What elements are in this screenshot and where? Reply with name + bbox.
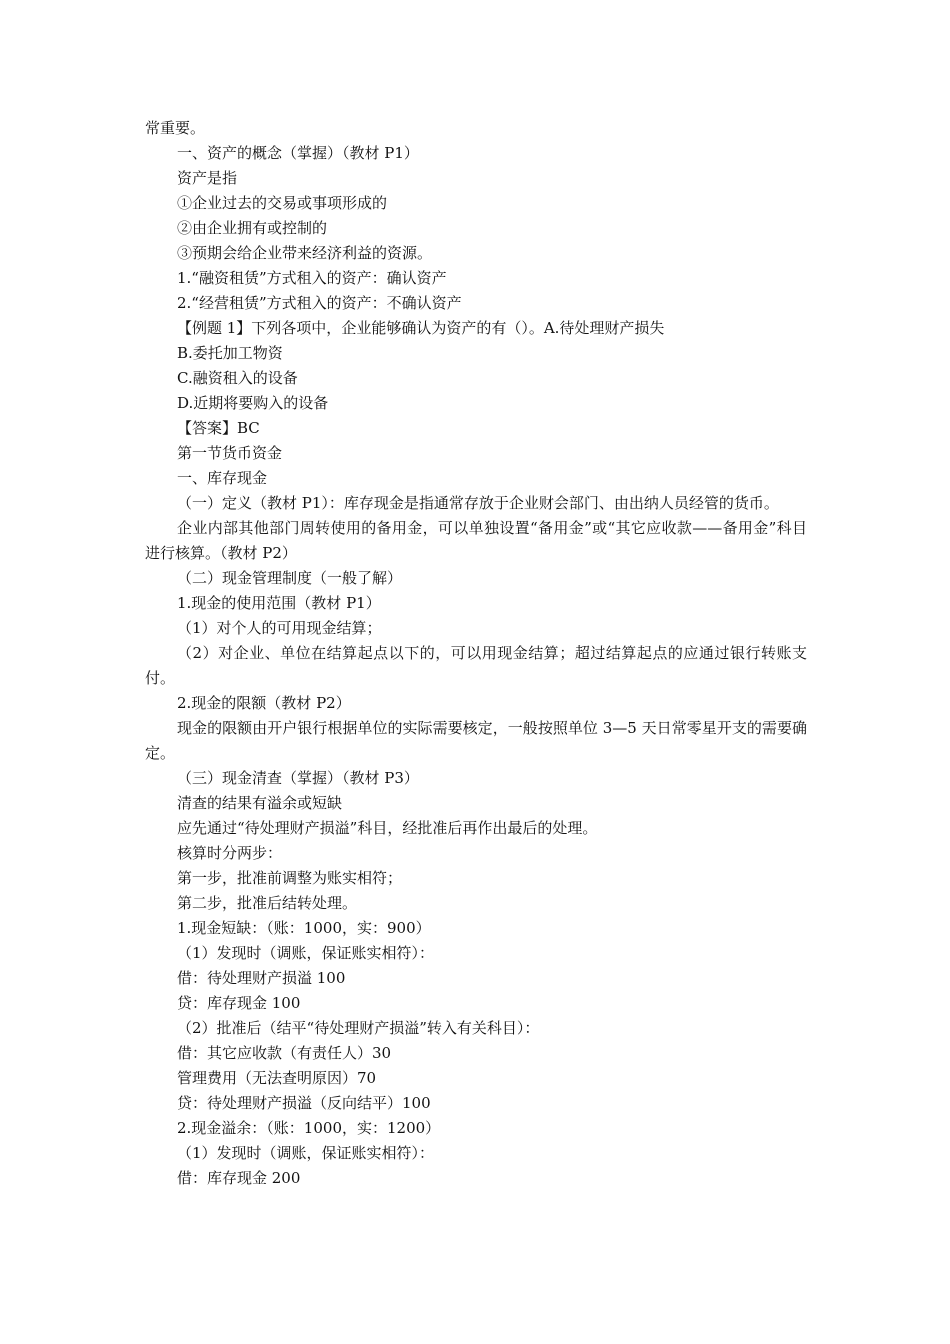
paragraph: （2）对企业、单位在结算起点以下的，可以用现金结算；超过结算起点的应通过银行转账支付。: [145, 644, 807, 687]
paragraph: （一）定义（教材 P1）：库存现金是指通常存放于企业财会部门、由出纳人员经管的货币。: [177, 494, 779, 512]
subsection-heading: 1.现金的使用范围（教材 P1）: [177, 594, 381, 612]
example-question: 【例题 1】下列各项中，企业能够确认为资产的有（）。A.待处理财产损失: [177, 319, 665, 337]
text-line: 核算时分两步：: [177, 844, 283, 862]
text-line: 第二步，批准后结转处理。: [177, 894, 358, 912]
answer-option: C.融资租入的设备: [177, 369, 298, 387]
section-heading: （三）现金清查（掌握）（教材 P3）: [177, 769, 419, 787]
journal-entry: 管理费用（无法查明原因）70: [177, 1069, 377, 1087]
answer-option: D.近期将要购入的设备: [177, 394, 329, 412]
journal-entry: 贷：库存现金 100: [177, 994, 301, 1012]
section-heading: 第一节货币资金: [177, 444, 283, 462]
document-page: [145, 116, 807, 1191]
subsection-heading: 2.现金溢余：（账：1000，实：1200）: [177, 1119, 441, 1137]
text-line: 常重要。: [145, 119, 206, 137]
subsection-heading: 1.现金短缺：（账：1000，实：900）: [177, 919, 431, 937]
section-heading: （二）现金管理制度（一般了解）: [177, 569, 403, 587]
answer-option: B.委托加工物资: [177, 344, 283, 362]
text-line: 应先通过“待处理财产损溢”科目，经批准后再作出最后的处理。: [177, 819, 598, 837]
text-line: （1）发现时（调账，保证账实相符）：: [177, 1144, 435, 1162]
text-line: （1）发现时（调账，保证账实相符）：: [177, 944, 435, 962]
section-heading: 一、库存现金: [177, 469, 268, 487]
subsection-heading: 2.现金的限额（教材 P2）: [177, 694, 351, 712]
list-item: 1.“融资租赁”方式租入的资产：确认资产: [177, 269, 447, 287]
answer-line: 【答案】BC: [177, 419, 260, 437]
text-line: 第一步，批准前调整为账实相符；: [177, 869, 403, 887]
journal-entry: 借：库存现金 200: [177, 1169, 301, 1187]
list-item: 2.“经营租赁”方式租入的资产：不确认资产: [177, 294, 462, 312]
paragraph: 企业内部其他部门周转使用的备用金，可以单独设置“备用金”或“其它应收款——备用金”科目进行核算。（教材 P2）: [145, 519, 807, 562]
section-heading: 一、资产的概念（掌握）（教材 P1）: [177, 144, 419, 162]
paragraph: 现金的限额由开户银行根据单位的实际需要核定，一般按照单位 3—5 天日常零星开支的需要确定。: [145, 719, 807, 762]
list-item: ③预期会给企业带来经济利益的资源。: [177, 244, 433, 262]
journal-entry: 借：待处理财产损溢 100: [177, 969, 346, 987]
list-item: ①企业过去的交易或事项形成的: [177, 194, 388, 212]
list-item: （1）对个人的可用现金结算；: [177, 619, 382, 637]
text-line: 资产是指: [177, 169, 238, 187]
list-item: ②由企业拥有或控制的: [177, 219, 328, 237]
text-line: 清查的结果有溢余或短缺: [177, 794, 343, 812]
journal-entry: 贷：待处理财产损溢（反向结平）100: [177, 1094, 431, 1112]
journal-entry: 借：其它应收款（有责任人）30: [177, 1044, 392, 1062]
text-line: （2）批准后（结平“待处理财产损溢”转入有关科目）：: [177, 1019, 540, 1037]
